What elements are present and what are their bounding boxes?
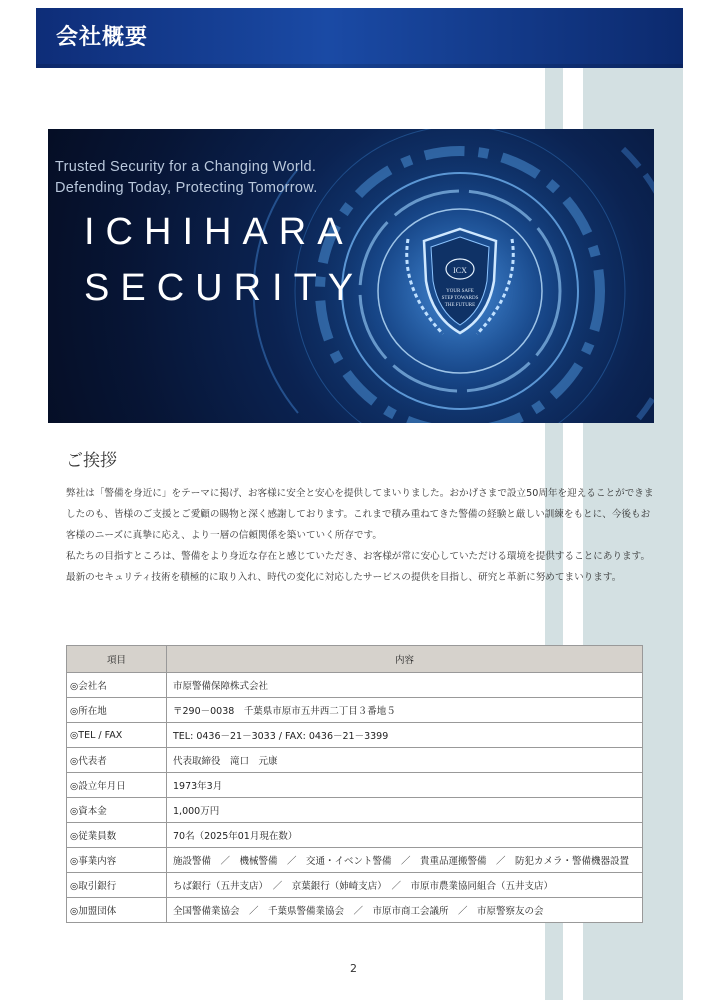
brand-name-line-1: ICHIHARA — [84, 211, 354, 253]
row-value: 市原警備保障株式会社 — [167, 673, 643, 698]
row-label: ◎TEL / FAX — [67, 723, 167, 748]
row-value: 〒290－0038 千葉県市原市五井西二丁目３番地５ — [167, 698, 643, 723]
greeting-body — [66, 483, 656, 588]
row-label: ◎設立年月日 — [67, 773, 167, 798]
row-value: 代表取締役 滝口 元康 — [167, 748, 643, 773]
row-label: ◎所在地 — [67, 698, 167, 723]
row-value: 1973年3月 — [167, 773, 643, 798]
emblem-line-2: STEP TOWARDS — [441, 296, 479, 301]
greeting-paragraph-1: 弊社は「警備を身近に」をテーマに掲げ、お客様に安全と安心を提供してまいりました。おかげさまで設立50周年を迎えることができましたのも、皆様のご支援とご愛顧の賜物と深く感謝しております。これまで積み重ねてきた警備の経験と厳しい訓練をもとに、今後もお客様のニーズに真摯に応え、より一層の信頼関係を築いていく所存です。 — [66, 488, 654, 541]
emblem-mark: ICX — [453, 266, 467, 275]
row-label: ◎資本金 — [67, 798, 167, 823]
row-label: ◎従業員数 — [67, 823, 167, 848]
page-title: 会社概要 — [56, 25, 149, 50]
emblem-line-3: THE FUTURE — [444, 303, 476, 308]
row-label: ◎事業内容 — [67, 848, 167, 873]
table-row — [67, 823, 643, 848]
table-row — [67, 873, 643, 898]
row-value: TEL: 0436－21－3033 / FAX: 0436－21－3399 — [167, 723, 643, 748]
page-number: 2 — [350, 962, 357, 975]
table-row — [67, 698, 643, 723]
table-header-content: 内容 — [167, 646, 643, 673]
hero-tagline-2: Defending Today, Protecting Tomorrow. — [55, 180, 318, 196]
row-label: ◎取引銀行 — [67, 873, 167, 898]
row-label: ◎加盟団体 — [67, 898, 167, 923]
row-value: 施設警備 ／ 機械警備 ／ 交通・イベント警備 ／ 貴重品運搬警備 ／ 防犯カメラ・警備機器設置 — [167, 848, 643, 873]
row-value: 全国警備業協会 ／ 千葉県警備業協会 ／ 市原市商工会議所 ／ 市原警察友の会 — [167, 898, 643, 923]
row-value: 70名（2025年01月現在数） — [167, 823, 643, 848]
table-row — [67, 673, 643, 698]
greeting-paragraph-2: 私たちの目指すところは、警備をより身近な存在と感じていただき、お客様が常に安心していただける環境を提供することにあります。最新のセキュリティ技術を積極的に取り入れ、時代の変化に対応したサービスの提供を目指し、研究と革新に努めてまいります。 — [66, 551, 651, 583]
company-info-table — [66, 645, 643, 923]
row-value: 1,000万円 — [167, 798, 643, 823]
hero-banner — [48, 129, 654, 423]
row-value: ちば銀行（五井支店） ／ 京葉銀行（姉崎支店） ／ 市原市農業協同組合（五井支店） — [167, 873, 643, 898]
table-row — [67, 898, 643, 923]
brand-name-line-2: SECURITY — [84, 267, 365, 309]
table-row — [67, 773, 643, 798]
section-header — [36, 8, 683, 68]
table-header-item: 項目 — [67, 646, 167, 673]
greeting-title: ご挨拶 — [66, 451, 117, 471]
table-row — [67, 798, 643, 823]
table-row — [67, 723, 643, 748]
table-row — [67, 848, 643, 873]
emblem-line-1: YOUR SAFE — [446, 289, 474, 294]
table-header-row — [67, 646, 643, 673]
row-label: ◎会社名 — [67, 673, 167, 698]
hero-tagline-1: Trusted Security for a Changing World. — [55, 159, 317, 175]
row-label: ◎代表者 — [67, 748, 167, 773]
table-row — [67, 748, 643, 773]
